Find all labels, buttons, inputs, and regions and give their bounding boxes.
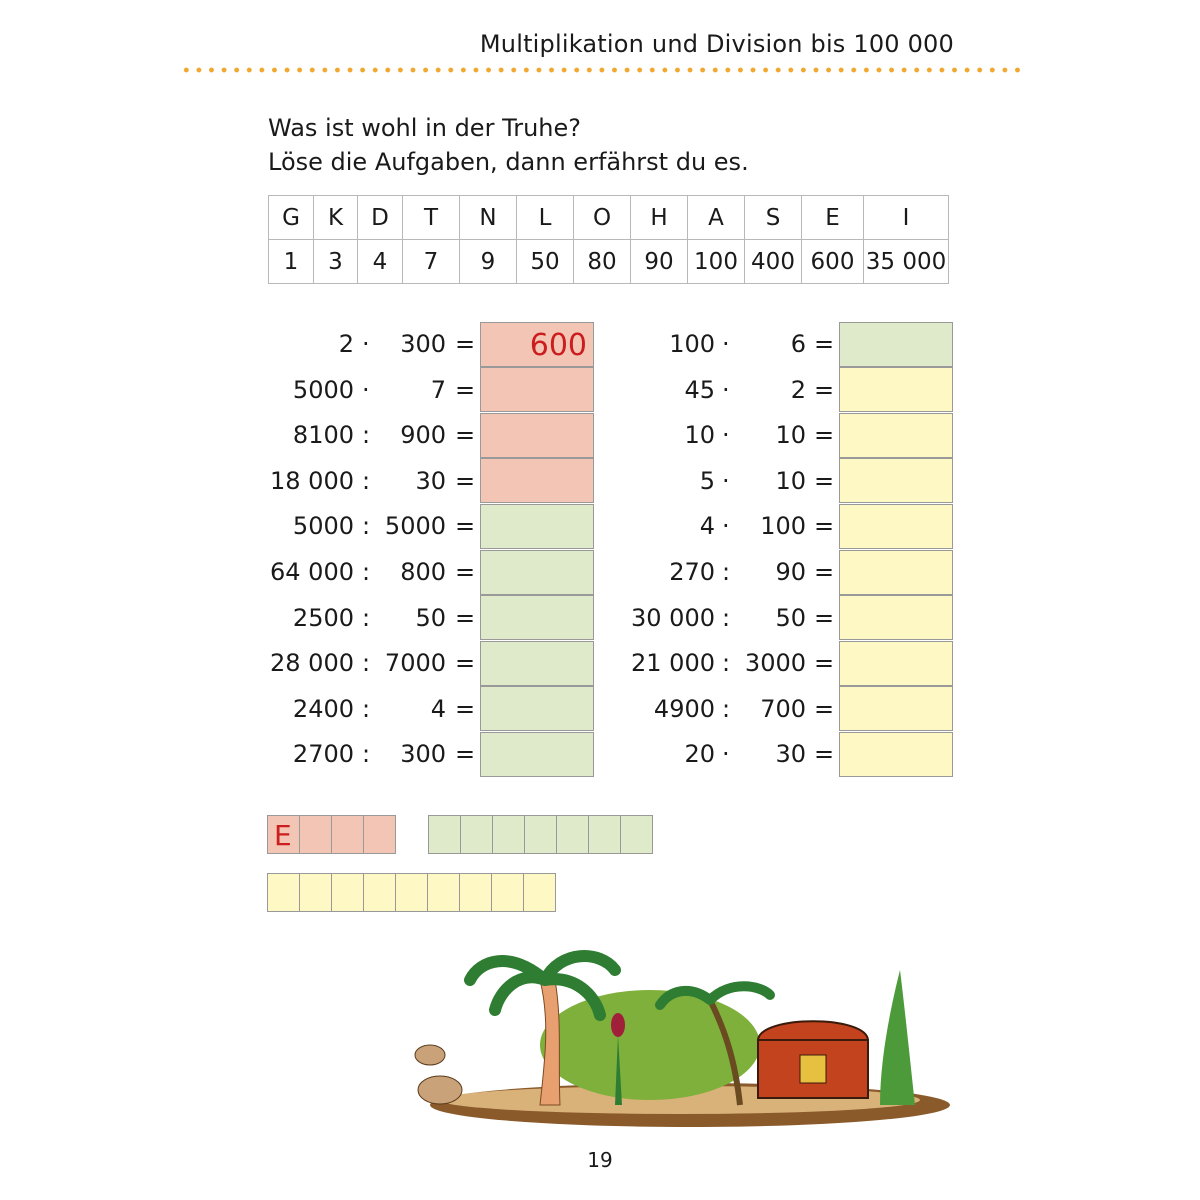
equals-sign: =: [455, 740, 476, 769]
operator: :: [722, 558, 731, 586]
solution-cell[interactable]: [427, 873, 460, 912]
operand-a: 5: [699, 466, 715, 495]
operator: :: [362, 512, 371, 541]
operand-a: 5000: [292, 375, 354, 404]
operand-b: 100: [760, 512, 806, 541]
operator: ·: [722, 466, 730, 495]
solution-word-green: [429, 815, 653, 854]
operand-b: 10: [775, 421, 806, 450]
right-problem-row: [0, 503, 1200, 549]
operand-b: 6: [790, 330, 806, 358]
operand-b: 5000: [384, 512, 446, 541]
operand-a: 45: [684, 375, 715, 404]
operator: ·: [362, 330, 370, 358]
operator: :: [362, 421, 371, 450]
operand-a: 4900: [653, 694, 715, 723]
equals-sign: =: [814, 558, 835, 586]
operator: :: [722, 694, 731, 723]
equals-sign: =: [814, 603, 835, 632]
solution-cell[interactable]: [620, 815, 653, 854]
solution-cell[interactable]: [523, 873, 556, 912]
operand-b: 800: [400, 558, 446, 586]
operand-a: 64 000: [270, 558, 354, 586]
key-letter: G: [269, 196, 314, 240]
key-number: 3: [314, 240, 358, 284]
operand-a: 10: [684, 421, 715, 450]
equals-sign: =: [814, 740, 835, 769]
equals-sign: =: [814, 330, 835, 358]
operand-b: 4: [430, 694, 446, 723]
key-number: 50: [517, 240, 574, 284]
equals-sign: =: [455, 330, 476, 358]
solution-cell[interactable]: [299, 873, 332, 912]
key-letter: A: [688, 196, 745, 240]
answer-box[interactable]: [839, 367, 953, 412]
key-number: 9: [460, 240, 517, 284]
operand-a: 2: [338, 330, 354, 358]
operand-a: 18 000: [270, 466, 354, 495]
operator: ·: [722, 330, 730, 358]
solution-cell[interactable]: [267, 873, 300, 912]
right-problem-row: [0, 458, 1200, 504]
equals-sign: =: [814, 421, 835, 450]
key-letter: S: [745, 196, 802, 240]
right-problem-row: [0, 595, 1200, 641]
operator: :: [722, 649, 731, 678]
treasure-island-illustration: [400, 940, 960, 1140]
operand-a: 270: [669, 558, 715, 586]
chest-lock: [800, 1055, 826, 1083]
key-letter: H: [631, 196, 688, 240]
chest-lid: [758, 1021, 868, 1040]
operand-b: 700: [760, 694, 806, 723]
operand-a: 21 000: [631, 649, 715, 678]
key-letters-row: [269, 196, 949, 240]
right-problem-row: [0, 367, 1200, 413]
answer-box[interactable]: [839, 732, 953, 777]
operand-a: 100: [669, 330, 715, 358]
operand-b: 3000: [744, 649, 806, 678]
dotted-divider: [180, 66, 1020, 74]
equals-sign: =: [455, 512, 476, 541]
operand-b: 50: [775, 603, 806, 632]
operand-b: 30: [415, 466, 446, 495]
solution-cell[interactable]: [460, 815, 493, 854]
operand-b: 300: [400, 330, 446, 358]
solution-cell[interactable]: [363, 815, 396, 854]
operand-a: 20: [684, 740, 715, 769]
operator: :: [722, 603, 731, 632]
solution-cell[interactable]: [588, 815, 621, 854]
key-number: 600: [802, 240, 864, 284]
solution-word-red: [268, 815, 396, 854]
answer-box[interactable]: [839, 458, 953, 503]
operator: ·: [362, 375, 370, 404]
solution-cell[interactable]: [331, 873, 364, 912]
page-header-title: Multiplikation und Division bis 100 000: [479, 30, 954, 58]
equals-sign: =: [455, 694, 476, 723]
solution-cell[interactable]: [459, 873, 492, 912]
equals-sign: =: [814, 375, 835, 404]
answer-box[interactable]: [839, 550, 953, 595]
right-problem-row: [0, 549, 1200, 595]
key-letter: N: [460, 196, 517, 240]
equals-sign: =: [814, 649, 835, 678]
solution-cell[interactable]: [492, 815, 525, 854]
equals-sign: =: [814, 694, 835, 723]
answer-box[interactable]: [839, 322, 953, 367]
key-number: 400: [745, 240, 802, 284]
key-number: 80: [574, 240, 631, 284]
solution-cell[interactable]: [491, 873, 524, 912]
operator: ·: [722, 421, 730, 450]
intro-instruction: Löse die Aufgaben, dann erfährst du es.: [268, 148, 749, 176]
answer-box[interactable]: [839, 595, 953, 640]
equals-sign: =: [455, 558, 476, 586]
operator: :: [362, 740, 371, 769]
operand-a: 30 000: [631, 603, 715, 632]
operator: ·: [722, 375, 730, 404]
operator: :: [362, 466, 371, 495]
equals-sign: =: [455, 603, 476, 632]
answer-box[interactable]: [839, 413, 953, 458]
operator: ·: [722, 512, 730, 541]
operand-b: 90: [775, 558, 806, 586]
key-letter: T: [403, 196, 460, 240]
operator: :: [362, 694, 371, 723]
solution-cell[interactable]: [395, 873, 428, 912]
operand-a: 28 000: [270, 649, 354, 678]
solution-cell[interactable]: [428, 815, 461, 854]
equals-sign: =: [814, 512, 835, 541]
key-numbers-row: [269, 240, 949, 284]
operator: :: [362, 558, 371, 586]
operand-b: 10: [775, 466, 806, 495]
key-number: 100: [688, 240, 745, 284]
key-letter: I: [864, 196, 949, 240]
solution-cell[interactable]: [556, 815, 589, 854]
operator: :: [362, 603, 371, 632]
answer-box[interactable]: [839, 504, 953, 549]
key-letter: D: [358, 196, 403, 240]
key-number: 90: [631, 240, 688, 284]
right-problem-row: [0, 731, 1200, 777]
key-number: 35 000: [864, 240, 949, 284]
letter-key-table: [268, 195, 949, 284]
rock: [418, 1076, 462, 1104]
solution-cell[interactable]: [363, 873, 396, 912]
rock: [415, 1045, 445, 1065]
right-problem-row: [0, 640, 1200, 686]
operand-b: 50: [415, 603, 446, 632]
operand-a: 2400: [292, 694, 354, 723]
right-problem-row: [0, 412, 1200, 458]
answer-box[interactable]: [839, 641, 953, 686]
operand-b: 7: [430, 375, 446, 404]
tall-grass: [880, 970, 915, 1105]
operator: :: [362, 649, 371, 678]
answer-box[interactable]: [839, 686, 953, 731]
solution-cell[interactable]: [331, 815, 364, 854]
operand-b: 30: [775, 740, 806, 769]
key-number: 4: [358, 240, 403, 284]
equals-sign: =: [455, 421, 476, 450]
operator: ·: [722, 740, 730, 769]
key-letter: O: [574, 196, 631, 240]
equals-sign: =: [455, 375, 476, 404]
solution-cell[interactable]: [299, 815, 332, 854]
operand-b: 900: [400, 421, 446, 450]
key-letter: K: [314, 196, 358, 240]
key-letter: L: [517, 196, 574, 240]
equals-sign: =: [814, 466, 835, 495]
operand-a: 2500: [292, 603, 354, 632]
operand-a: 2700: [292, 740, 354, 769]
operand-b: 2: [790, 375, 806, 404]
operand-a: 5000: [292, 512, 354, 541]
right-problem-row: [0, 686, 1200, 732]
solution-cell[interactable]: [524, 815, 557, 854]
equals-sign: =: [455, 466, 476, 495]
right-problem-row: [0, 321, 1200, 367]
key-number: 1: [269, 240, 314, 284]
operand-a: 8100: [292, 421, 354, 450]
answer-box[interactable]: 600: [480, 322, 594, 367]
operand-a: 4: [699, 512, 715, 541]
equals-sign: =: [455, 649, 476, 678]
key-letter: E: [802, 196, 864, 240]
tulip: [611, 1013, 625, 1037]
solution-word-yellow: [268, 873, 556, 912]
operand-b: 300: [400, 740, 446, 769]
key-number: 7: [403, 240, 460, 284]
intro-question: Was ist wohl in der Truhe?: [268, 114, 581, 142]
solution-cell[interactable]: E: [267, 815, 300, 854]
page-number: 19: [587, 1148, 613, 1172]
operand-b: 7000: [384, 649, 446, 678]
